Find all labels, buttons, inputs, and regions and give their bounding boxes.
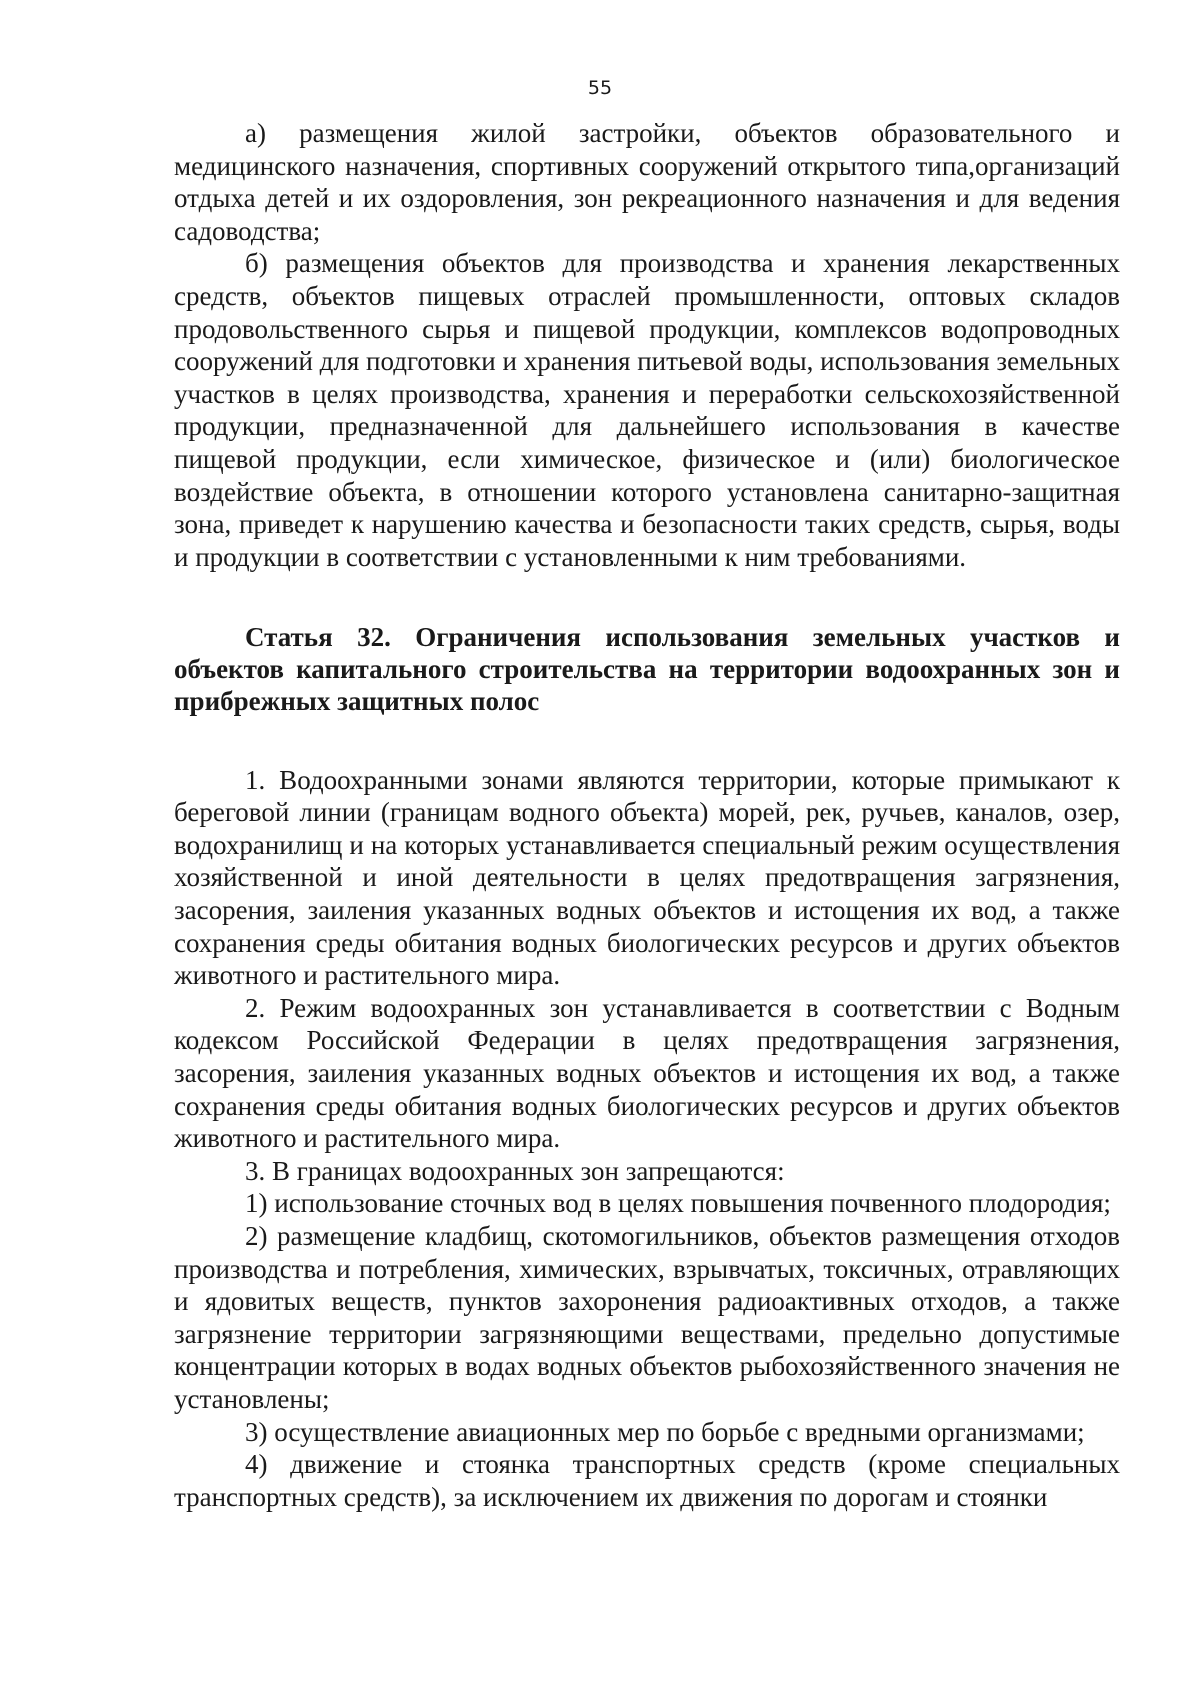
paragraph-2: 2. Режим водоохранных зон устанавливается в соответствии с Водным кодексом Российской Федерации в целях предотвращения загрязнения, засорения, заиления указанных водных объектов и истощения их вод, а также сохранения среды обитания водных биологических ресурсов и других объектов животного и растительного мира. — [174, 992, 1120, 1154]
page-number: 55 — [587, 77, 613, 99]
paragraph-3: 3. В границах водоохранных зон запрещаются: — [245, 1155, 785, 1186]
list-item-4: 4) движение и стоянка транспортных средств (кроме специальных транспортных средств), за исключением их движения по дорогам и стоянки — [174, 1449, 1120, 1512]
paragraph-1: 1. Водоохранными зонами являются территории, которые примыкают к береговой линии (границам водного объекта) морей, рек, ручьев, каналов, озер, водохранилищ и на которых устанавливается специальный режим осуществления хозяйственной и иной деятельности в целях предотвращения загрязнения, засорения, заиления указанных водных объектов и истощения их вод, а также сохранения среды обитания водных биологических ресурсов и других объектов животного и растительного мира. — [174, 764, 1120, 991]
paragraph-a: а) размещения жилой застройки, объектов образовательного и медицинского назначения, спортивных сооружений открытого типа,организаций отдыха детей и их оздоровления, зон рекреационного назначения и для ведения садоводства; — [174, 118, 1120, 246]
article-heading: Статья 32. Ограничения использования земельных участков и объектов капитального строительства на территории водоохранных зон и прибрежных защитных полос — [174, 622, 1120, 716]
list-item-2: 2) размещение кладбищ, скотомогильников, объектов размещения отходов производства и потребления, химических, взрывчатых, токсичных, отравляющих и ядовитых веществ, пунктов захоронения радиоактивных отходов, а также загрязнение территории загрязняющими веществами, предельно допустимые концентрации которых в водах водных объектов рыбохозяйственного значения не установлены; — [174, 1221, 1120, 1414]
list-item-3: 3) осуществление авиационных мер по борьбе с вредными организмами; — [245, 1416, 1085, 1447]
list-item-1: 1) использование сточных вод в целях повышения почвенного плодородия; — [245, 1188, 1111, 1219]
document-body — [174, 117, 1120, 1513]
paragraph-b: б) размещения объектов для производства и хранения лекарственных средств, объектов пищевых отраслей промышленности, оптовых складов продовольственного сырья и пищевой продукции, комплексов водопроводных сооружений для подготовки и хранения питьевой воды, использования земельных участков в целях производства, хранения и переработки сельскохозяйственной продукции, предназначенной для дальнейшего использования в качестве пищевой продукции, если химическое, физическое и (или) биологическое воздействие объекта, в отношении которого установлена санитарно-защитная зона, приведет к нарушению качества и безопасности таких средств, сырья, воды и продукции в соответствии с установленными к ним требованиями. — [174, 248, 1120, 572]
